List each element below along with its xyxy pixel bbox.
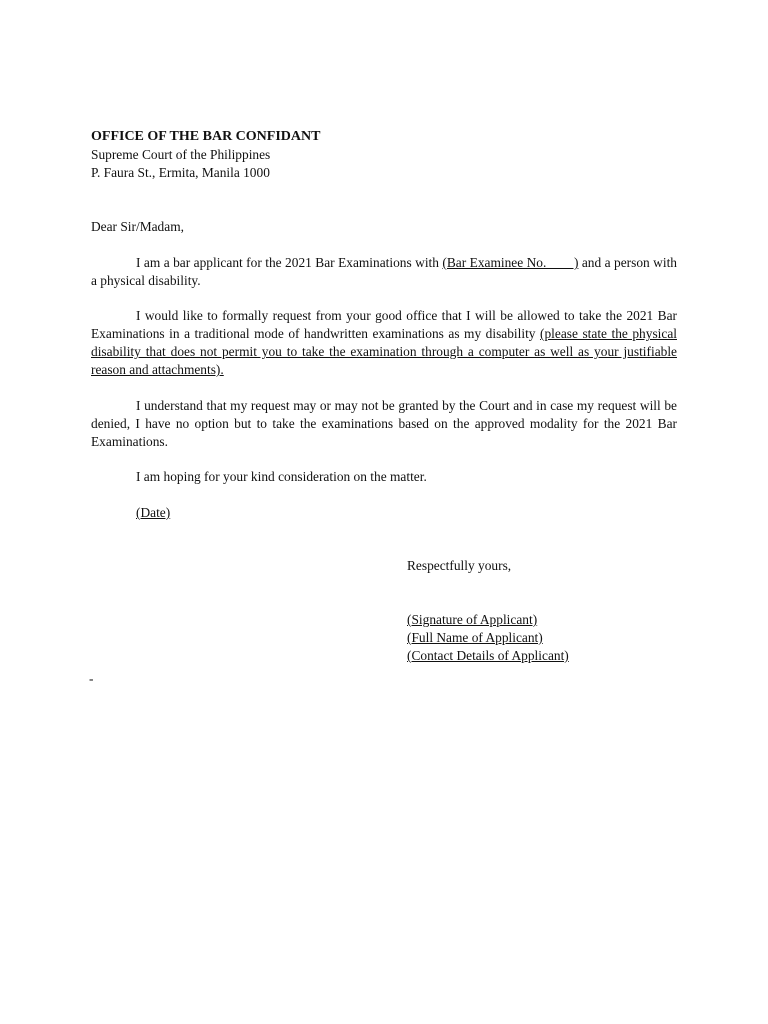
closing-line: Respectfully yours,: [407, 558, 512, 573]
full-name-placeholder: (Full Name of Applicant): [407, 630, 543, 645]
bar-examinee-no-placeholder: (Bar Examinee No. ): [442, 255, 579, 270]
p1-text-after: and a person with a physical disability.: [91, 255, 677, 288]
salutation: Dear Sir/Madam,: [91, 219, 184, 234]
p2-text-before: I would like to formally request from your good office that I will be allowed to take the 2021 Bar Examinations in a traditional mode of handwritten examinations as my disability: [91, 308, 677, 341]
contact-details-placeholder: (Contact Details of Applicant): [407, 648, 569, 663]
date-placeholder: (Date): [136, 505, 171, 520]
disability-reason-placeholder: (please state the physical disability that does not permit you to take the examination through a computer as well as your justifiable reason and attachments).: [91, 326, 677, 377]
recipient-office: OFFICE OF THE BAR CONFIDANT: [91, 129, 321, 144]
recipient-street-address: P. Faura St., Ermita, Manila 1000: [91, 165, 270, 180]
paragraph-request: [91, 307, 677, 379]
trailing-dash-mark: -: [89, 671, 94, 686]
paragraph-consideration: I am hoping for your kind consideration on the matter.: [136, 469, 427, 484]
recipient-court: Supreme Court of the Philippines: [91, 147, 271, 162]
paragraph-applicant-intro: [91, 254, 677, 290]
signature-block: [407, 611, 569, 665]
recipient-address-block: [91, 128, 491, 182]
paragraph-understanding: I understand that my request may or may not be granted by the Court and in case my request will be denied, I have no option but to take the examinations based on the approved modality for the 2021 Bar Examinations.: [91, 398, 677, 449]
p1-text-before: I am a bar applicant for the 2021 Bar Examinations with: [136, 255, 443, 270]
signature-placeholder: (Signature of Applicant): [407, 612, 538, 627]
